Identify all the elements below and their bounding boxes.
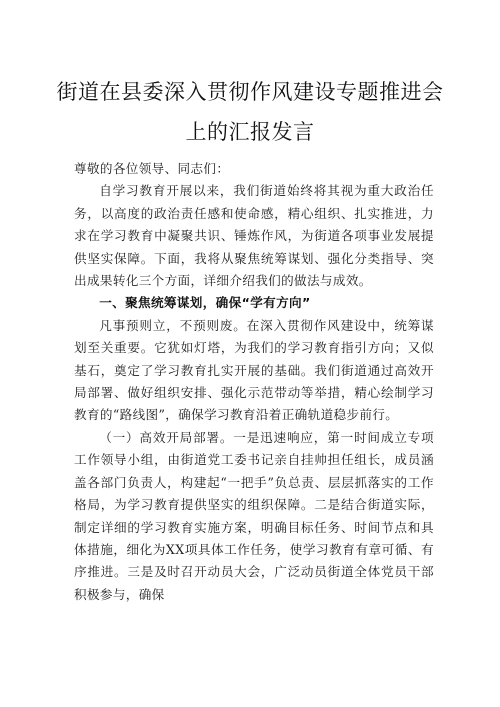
- subsection-1-paragraph: （一）高效开局部署。一是迅速响应，第一时间成立专项工作领导小组，由街道党工委书记亲自挂帅担任组长，成员涵盖各部门负责人，构建起“一把手”负总责、层层抓落实的工作格局，为学习教育提供坚实的组织保障。二是结合街道实际，制定详细的学习教育实施方案，明确目标任务、时间节点和具体措施，细化为XX项具体工作任务，使学习教育有章可循、有序推进。三是及时召开动员大会，广泛动员街道全体党员干部积极参与，确保: [74, 429, 434, 602]
- document-title-line2: 上的汇报发言: [185, 120, 315, 144]
- document-body: [74, 158, 434, 606]
- section-1-paragraph: 凡事预则立，不预则废。在深入贯彻作风建设中，统筹谋划至关重要。它犹如灯塔，为我们的学习教育指引方向；又似基石，奠定了学习教育扎实开展的基础。我们街道通过高效开局部署、做好组织安排、强化示范带动等举措，精心绘制学习教育的“路线图”，确保学习教育沿着正确轨道稳步前行。: [74, 317, 434, 423]
- salutation: 尊敬的各位领导、同志们：: [74, 161, 230, 176]
- document-title-line1: 街道在县委深入贯彻作风建设专题推进会: [56, 80, 444, 104]
- intro-paragraph: 自学习教育开展以来，我们街道始终将其视为重大政治任务，以高度的政治责任感和使命感，精心组织、扎实推进，力求在学习教育中凝聚共识、锤炼作风，为街道各项事业发展提供坚实保障。下面，我将从聚焦统筹谋划、强化分类指导、突出成果转化三个方面，详细介绍我们的做法与成效。: [74, 183, 434, 289]
- section-heading-1: 一、聚焦统筹谋划，确保“学有方向”: [99, 295, 311, 311]
